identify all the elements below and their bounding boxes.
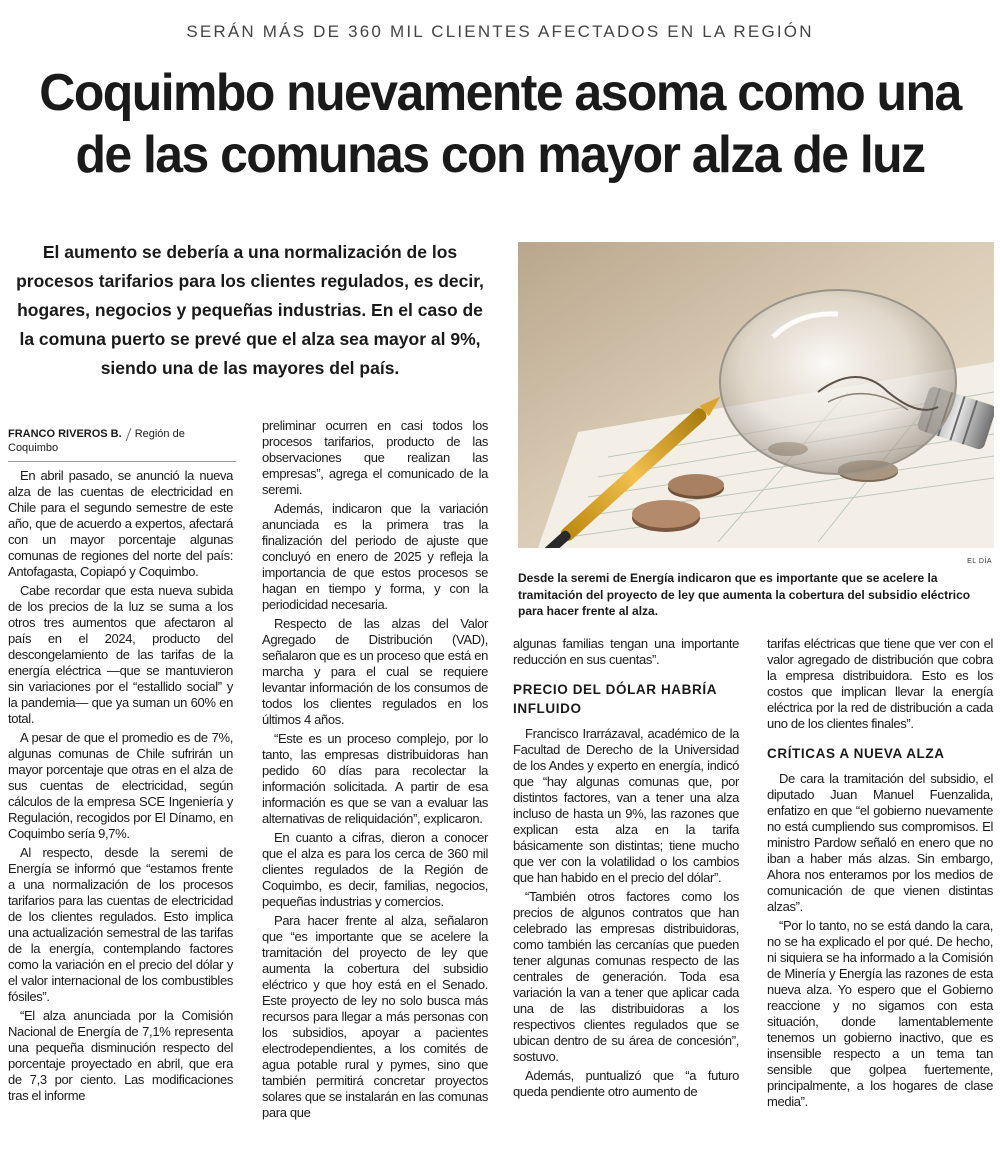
paragraph: tarifas eléctricas que tiene que ver con el valor agregado de distribución que cobra la empresa distribuidora. Esto es los costos que implican llevar la energía eléctrica por la red de distribución a cada uno de los clientes finales”.	[767, 636, 993, 731]
byline-author: FRANCO RIVEROS B.	[8, 428, 122, 440]
photo-caption: Desde la seremi de Energía indicaron que es importante que se acelere la tramitación del proyecto de ley que aumenta la cobertura del subsidio eléctrico para hacer frente al alza.	[518, 571, 971, 618]
article-column-1	[8, 468, 233, 1107]
paragraph: “Por lo tanto, no se está dando la cara, no se ha explicado el por qué. De hecho, ni siquiera se ha informado a la Comisión de Minería y Energía las razones de esta nueva alza. Yo espero que el Gobierno reaccione y no sigamos con esta situación, donde lamentablemente tenemos un gobierno inactivo, que es insensible respecto a un tema tan sensible que golpea fuertemente, principalmente, a los hogares de clase media”.	[767, 918, 993, 1109]
lightbulb-photo-illustration	[518, 242, 994, 548]
paragraph: Francisco Irarrázaval, académico de la Facultad de Derecho de la Universidad de los Andes y experto en energía, indicó que “hay algunas comunas que, por distintos factores, van a tener una alza incluso de hasta un 9%, las razones que explican esta alza en la tarifa básicamente son distintas; tiene mucho que ver con la volatilidad o los cambios que han habido en el precio del dólar”.	[513, 726, 739, 885]
article-column-3	[513, 636, 739, 1103]
paragraph: Para hacer frente al alza, señalaron que “es importante que se acelere la tramitación del proyecto de ley que aumenta la cobertura del subsidio eléctrico y que hoy está en el Senado. Este proyecto de ley no solo busca más recursos para llegar a más personas con los subsidios, apoyar a pacientes electrodependientes, a los comités de agua potable rural y pymes, sino que también permitirá concretar proyectos solares que se instalarán en las comunas para que	[262, 913, 488, 1120]
paragraph: De cara la tramitación del subsidio, el diputado Juan Manuel Fuenzalida, enfatizo en que “el gobierno nuevamente no está cumpliendo sus compromisos. El ministro Pardow señaló en enero que no iban a haber más alzas. Sin embargo, Ahora nos enteramos por los medios de comunicación de que vienen distintas alzas”.	[767, 771, 993, 914]
kicker: SERÁN MÁS DE 360 MIL CLIENTES AFECTADOS EN LA REGIÓN	[186, 22, 814, 41]
paragraph: “Este es un proceso complejo, por lo tanto, las empresas distribuidoras han pedido 60 días para recolectar la información solicitada. A partir de esa información es que se van a evaluar las alternativas de reliquidación”, explicaron.	[262, 731, 488, 826]
subheading: CRÍTICAS A NUEVA ALZA	[767, 746, 945, 761]
headline-line-1: Coquimbo nuevamente asoma como una	[39, 64, 961, 122]
paragraph: Además, puntualizó que “a futuro queda pendiente otro aumento de	[513, 1068, 739, 1099]
paragraph: En cuanto a cifras, dieron a conocer que el alza es para los cerca de 360 mil clientes regulados de la Región de Coquimbo, es decir, familias, negocios, pequeñas industrias y comercios.	[262, 830, 488, 909]
byline-separator	[125, 428, 131, 441]
paragraph: Al respecto, desde la seremi de Energía se informó que “estamos frente a una normalización de los procesos tarifarios para las cuentas de electricidad de los clientes regulados. Esto implica una actualización semestral de las tarifas de la energía, contemplando factores como la variación en el precio del dólar y el valor internacional de los combustibles fósiles”.	[8, 845, 233, 1004]
paragraph: A pesar de que el promedio es de 7%, algunas comunas de Chile sufrirán un mayor porcentaje que otras en el alza de sus cuentas de electricidad, según cálculos de la empresa SCE Ingeniería y Regulación, recogidos por El Dínamo, en Coquimbo sería 9,7%.	[8, 730, 233, 841]
paragraph: Cabe recordar que esta nueva subida de los precios de la luz se suma a los otros tres aumentos que afectaron al país en el 2024, producto del descongelamiento de las tarifas de la energía eléctrica —que se mantuvieron sin variaciones por el “estallido social” y la pandemia— que ya suman un 60% en total.	[8, 583, 233, 726]
paragraph: Respecto de las alzas del Valor Agregado de Distribución (VAD), señalaron que es un proceso que está en marcha y para el cual se requiere levantar información de los consumos de todos los clientes regulados en los últimos 4 años.	[262, 616, 488, 727]
paragraph: Además, indicaron que la variación anunciada es la primera tras la finalización del periodo de ajuste que concluyó en enero de 2025 y refleja la importancia de que estos procesos se hagan en tiempo y forma, y con la periodicidad necesaria.	[262, 501, 488, 612]
byline	[8, 427, 236, 462]
subheading: PRECIO DEL DÓLAR HABRÍA INFLUIDO	[513, 682, 717, 716]
article-column-2	[262, 418, 488, 1124]
paragraph: “También otros factores como los precios de algunos contratos que han celebrado las empresas distribuidoras, como también las cercanías que pueden tener algunas comunas respecto de las centrales de generación. Toda esa variación la van a tener que aplicar cada una de las distribuidoras a los respectivos clientes regulados que se ubican dentro de su área de concesión”, sostuvo.	[513, 889, 739, 1064]
paragraph: preliminar ocurren en casi todos los procesos tarifarios, producto de las observaciones que realizan las empresas”, agrega el comunicado de la seremi.	[262, 418, 488, 497]
article-photo	[518, 242, 994, 548]
paragraph: algunas familias tengan una importante reducción en sus cuentas”.	[513, 636, 739, 667]
article-column-4	[767, 636, 993, 1113]
headline	[30, 62, 971, 186]
paragraph: En abril pasado, se anunció la nueva alza de las cuentas de electricidad en Chile para el segundo semestre de este año, que de acuerdo a expertos, afectará con un mayor porcentaje algunas comunas de regiones del norte del país: Antofagasta, Copiapó y Coquimbo.	[8, 468, 233, 579]
headline-line-2: de las comunas con mayor alza de luz	[75, 126, 925, 184]
lead-paragraph: El aumento se debería a una normalización de los procesos tarifarios para los clientes regulados, es decir, hogares, negocios y pequeñas industrias. En el caso de la comuna puerto se prevé que el alza sea mayor al 9%, siendo una de las mayores del país.	[16, 242, 484, 378]
paragraph: “El alza anunciada por la Comisión Nacional de Energía de 7,1% representa una pequeña disminución respecto del porcentaje proyectado en abril, que era de 7,3 por ciento. Las modificaciones tras el informe	[8, 1008, 233, 1103]
photo-credit: EL DÍA	[967, 558, 992, 565]
byline-section: Región de Coquimbo	[8, 428, 185, 454]
